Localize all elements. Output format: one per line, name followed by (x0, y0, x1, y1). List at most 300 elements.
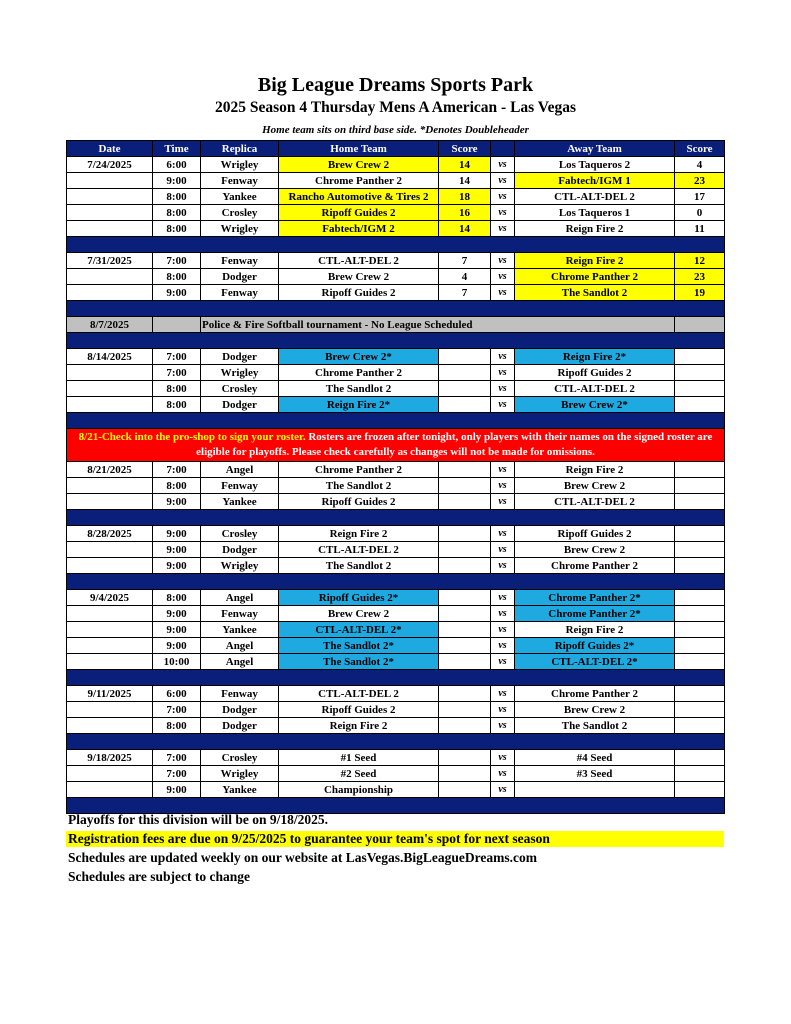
game-away-score (675, 494, 725, 510)
game-date: 9/11/2025 (67, 686, 153, 702)
separator-bar (67, 301, 725, 317)
game-field: Crosley (201, 381, 279, 397)
game-field: Yankee (201, 189, 279, 205)
game-row (67, 494, 725, 510)
game-date (67, 381, 153, 397)
game-time: 9:00 (153, 526, 201, 542)
game-home-score: 14 (439, 173, 491, 189)
game-home-team: Brew Crew 2 (279, 157, 439, 173)
game-home-score: 7 (439, 285, 491, 301)
game-away-team: Los Taqueros 2 (515, 157, 675, 173)
game-row (67, 478, 725, 494)
game-vs: vs (491, 349, 515, 365)
week-separator (67, 734, 725, 750)
game-away-team: CTL-ALT-DEL 2* (515, 654, 675, 670)
game-away-score: 11 (675, 221, 725, 237)
game-field: Fenway (201, 478, 279, 494)
game-away-score (675, 397, 725, 413)
game-field: Dodger (201, 542, 279, 558)
game-away-team: Ripoff Guides 2 (515, 526, 675, 542)
game-home-team: CTL-ALT-DEL 2 (279, 686, 439, 702)
game-field: Dodger (201, 269, 279, 285)
game-field: Crosley (201, 526, 279, 542)
game-date (67, 205, 153, 221)
game-vs: vs (491, 381, 515, 397)
game-away-score (675, 606, 725, 622)
game-away-team: Chrome Panther 2* (515, 590, 675, 606)
footer-disclaimer: Schedules are subject to change (68, 869, 250, 884)
game-time: 8:00 (153, 269, 201, 285)
game-vs: vs (491, 285, 515, 301)
game-time: 9:00 (153, 558, 201, 574)
game-date (67, 269, 153, 285)
game-away-score (675, 654, 725, 670)
game-vs: vs (491, 638, 515, 654)
footer-playoffs: Playoffs for this division will be on 9/18/2025. (68, 812, 329, 827)
game-row (67, 686, 725, 702)
game-field: Angel (201, 462, 279, 478)
game-away-team: Los Taqueros 1 (515, 205, 675, 221)
game-date (67, 702, 153, 718)
game-home-score: 14 (439, 157, 491, 173)
game-vs: vs (491, 189, 515, 205)
game-field: Fenway (201, 173, 279, 189)
game-away-team (515, 782, 675, 798)
game-home-score (439, 766, 491, 782)
no-games-row (67, 317, 725, 333)
game-away-score (675, 718, 725, 734)
game-away-score (675, 782, 725, 798)
game-field: Crosley (201, 205, 279, 221)
game-home-score: 14 (439, 221, 491, 237)
game-date (67, 542, 153, 558)
footer-registration: Registration fees are due on 9/25/2025 to guarantee your team's spot for next season (66, 831, 724, 847)
game-vs: vs (491, 558, 515, 574)
game-row (67, 253, 725, 269)
roster-alert-lead: 8/21-Check into the pro-shop to sign your roster. (78, 431, 306, 443)
game-date (67, 766, 153, 782)
game-vs: vs (491, 702, 515, 718)
game-away-score (675, 686, 725, 702)
week-separator (67, 413, 725, 429)
game-away-team: #3 Seed (515, 766, 675, 782)
game-home-score (439, 686, 491, 702)
game-vs: vs (491, 654, 515, 670)
game-away-team: Brew Crew 2 (515, 542, 675, 558)
game-home-score (439, 638, 491, 654)
game-home-team: Fabtech/IGM 2 (279, 221, 439, 237)
game-row (67, 654, 725, 670)
game-time: 7:00 (153, 702, 201, 718)
game-vs: vs (491, 542, 515, 558)
game-home-team: CTL-ALT-DEL 2 (279, 542, 439, 558)
game-time: 8:00 (153, 397, 201, 413)
game-row (67, 782, 725, 798)
game-row (67, 269, 725, 285)
game-away-score (675, 750, 725, 766)
game-away-team: CTL-ALT-DEL 2 (515, 189, 675, 205)
game-time: 9:00 (153, 638, 201, 654)
col-home-score: Score (439, 141, 491, 157)
game-vs: vs (491, 622, 515, 638)
page-note: Home team sits on third base side. *Denotes Doubleheader (262, 124, 529, 136)
game-away-score (675, 526, 725, 542)
game-home-score (439, 542, 491, 558)
game-date (67, 654, 153, 670)
game-row (67, 462, 725, 478)
game-date: 7/24/2025 (67, 157, 153, 173)
game-row (67, 285, 725, 301)
game-home-team: Chrome Panther 2 (279, 462, 439, 478)
game-home-team: CTL-ALT-DEL 2 (279, 253, 439, 269)
game-date: 9/4/2025 (67, 590, 153, 606)
game-time: 7:00 (153, 766, 201, 782)
game-field: Dodger (201, 349, 279, 365)
game-time: 8:00 (153, 478, 201, 494)
game-home-score (439, 654, 491, 670)
game-row (67, 365, 725, 381)
game-away-score: 0 (675, 205, 725, 221)
game-date (67, 494, 153, 510)
game-home-score (439, 397, 491, 413)
game-vs: vs (491, 478, 515, 494)
game-row (67, 173, 725, 189)
game-row (67, 397, 725, 413)
game-vs: vs (491, 782, 515, 798)
game-away-team: Chrome Panther 2 (515, 558, 675, 574)
game-home-score (439, 365, 491, 381)
game-away-score (675, 365, 725, 381)
game-row (67, 590, 725, 606)
game-away-team: Ripoff Guides 2 (515, 365, 675, 381)
game-field: Wrigley (201, 221, 279, 237)
game-away-score (675, 766, 725, 782)
game-field: Wrigley (201, 365, 279, 381)
game-date (67, 558, 153, 574)
game-vs: vs (491, 526, 515, 542)
game-field: Yankee (201, 622, 279, 638)
game-time: 9:00 (153, 285, 201, 301)
game-time: 9:00 (153, 622, 201, 638)
game-away-score (675, 638, 725, 654)
game-home-score (439, 782, 491, 798)
game-home-team: The Sandlot 2 (279, 558, 439, 574)
separator-bar (67, 413, 725, 429)
game-row (67, 766, 725, 782)
game-away-team: Fabtech/IGM 1 (515, 173, 675, 189)
game-home-score (439, 381, 491, 397)
game-field: Wrigley (201, 157, 279, 173)
game-home-team: Championship (279, 782, 439, 798)
week-separator (67, 510, 725, 526)
game-away-team: The Sandlot 2 (515, 718, 675, 734)
game-row (67, 718, 725, 734)
game-home-team: Chrome Panther 2 (279, 173, 439, 189)
game-home-team: The Sandlot 2 (279, 478, 439, 494)
game-field: Crosley (201, 750, 279, 766)
game-time: 9:00 (153, 606, 201, 622)
game-home-score: 16 (439, 205, 491, 221)
game-row (67, 189, 725, 205)
week-separator (67, 333, 725, 349)
game-time: 9:00 (153, 494, 201, 510)
game-away-team: Reign Fire 2 (515, 622, 675, 638)
game-home-score (439, 622, 491, 638)
game-time: 9:00 (153, 542, 201, 558)
game-home-team: Ripoff Guides 2* (279, 590, 439, 606)
roster-alert (67, 429, 725, 462)
game-row (67, 638, 725, 654)
game-date: 8/21/2025 (67, 462, 153, 478)
game-time: 7:00 (153, 349, 201, 365)
game-home-team: Reign Fire 2 (279, 526, 439, 542)
game-vs: vs (491, 397, 515, 413)
page-subtitle: 2025 Season 4 Thursday Mens A American - Las Vegas (214, 99, 576, 116)
game-home-team: Brew Crew 2 (279, 269, 439, 285)
game-away-team: #4 Seed (515, 750, 675, 766)
week-separator (67, 301, 725, 317)
game-vs: vs (491, 221, 515, 237)
game-field: Wrigley (201, 558, 279, 574)
game-date (67, 782, 153, 798)
game-time: 8:00 (153, 718, 201, 734)
col-away-team: Away Team (515, 141, 675, 157)
no-games-note: Police & Fire Softball tournament - No League Scheduled (201, 317, 675, 333)
game-time: 8:00 (153, 381, 201, 397)
footer-website: Schedules are updated weekly on our website at LasVegas.BigLeagueDreams.com (68, 850, 538, 865)
game-vs: vs (491, 205, 515, 221)
game-field: Yankee (201, 782, 279, 798)
game-home-team: #1 Seed (279, 750, 439, 766)
game-vs: vs (491, 462, 515, 478)
game-field: Fenway (201, 606, 279, 622)
game-away-score: 23 (675, 269, 725, 285)
game-home-score (439, 462, 491, 478)
game-time: 8:00 (153, 221, 201, 237)
game-vs: vs (491, 494, 515, 510)
game-field: Fenway (201, 285, 279, 301)
game-away-team: Reign Fire 2 (515, 221, 675, 237)
game-home-score: 4 (439, 269, 491, 285)
game-time: 7:00 (153, 253, 201, 269)
game-away-team: Reign Fire 2 (515, 253, 675, 269)
game-home-score (439, 478, 491, 494)
game-date (67, 173, 153, 189)
week-separator (67, 670, 725, 686)
game-home-score (439, 702, 491, 718)
game-home-team: The Sandlot 2 (279, 381, 439, 397)
game-date (67, 285, 153, 301)
game-away-team: Brew Crew 2 (515, 478, 675, 494)
game-time: 9:00 (153, 173, 201, 189)
game-vs: vs (491, 253, 515, 269)
game-time: 10:00 (153, 654, 201, 670)
game-date: 9/18/2025 (67, 750, 153, 766)
game-field: Fenway (201, 686, 279, 702)
game-home-team: Chrome Panther 2 (279, 365, 439, 381)
game-row (67, 526, 725, 542)
game-home-team: CTL-ALT-DEL 2* (279, 622, 439, 638)
game-home-score: 7 (439, 253, 491, 269)
game-time: 8:00 (153, 590, 201, 606)
game-vs: vs (491, 766, 515, 782)
game-away-score (675, 542, 725, 558)
schedule-table (66, 140, 725, 814)
game-home-score (439, 718, 491, 734)
game-date: 7/31/2025 (67, 253, 153, 269)
game-time: 7:00 (153, 750, 201, 766)
game-away-team: Chrome Panther 2 (515, 686, 675, 702)
game-field: Yankee (201, 494, 279, 510)
separator-bar (67, 670, 725, 686)
game-time: 6:00 (153, 686, 201, 702)
game-field: Dodger (201, 702, 279, 718)
game-home-score (439, 349, 491, 365)
game-away-score: 23 (675, 173, 725, 189)
game-away-team: Chrome Panther 2* (515, 606, 675, 622)
game-home-team: Brew Crew 2* (279, 349, 439, 365)
game-away-score: 19 (675, 285, 725, 301)
col-date: Date (67, 141, 153, 157)
game-home-score (439, 606, 491, 622)
game-away-team: CTL-ALT-DEL 2 (515, 494, 675, 510)
separator-bar (67, 333, 725, 349)
game-date (67, 622, 153, 638)
game-field: Angel (201, 590, 279, 606)
game-away-score (675, 462, 725, 478)
game-row (67, 622, 725, 638)
game-home-score (439, 494, 491, 510)
game-away-score (675, 558, 725, 574)
game-date (67, 397, 153, 413)
game-row (67, 221, 725, 237)
game-field: Fenway (201, 253, 279, 269)
roster-alert-row (67, 429, 725, 462)
page-title: Big League Dreams Sports Park (257, 74, 534, 96)
game-time: 7:00 (153, 462, 201, 478)
game-vs: vs (491, 718, 515, 734)
schedule-body (67, 157, 725, 814)
game-date: 8/28/2025 (67, 526, 153, 542)
separator-bar (67, 237, 725, 253)
week-separator (67, 574, 725, 590)
game-row (67, 157, 725, 173)
game-row (67, 558, 725, 574)
game-field: Dodger (201, 397, 279, 413)
col-home-team: Home Team (279, 141, 439, 157)
week-separator (67, 237, 725, 253)
game-home-team: Ripoff Guides 2 (279, 285, 439, 301)
game-field: Angel (201, 654, 279, 670)
game-away-team: Brew Crew 2* (515, 397, 675, 413)
col-replica: Replica (201, 141, 279, 157)
game-away-team: The Sandlot 2 (515, 285, 675, 301)
game-vs: vs (491, 173, 515, 189)
game-date (67, 606, 153, 622)
game-row (67, 542, 725, 558)
game-home-score: 18 (439, 189, 491, 205)
game-row (67, 750, 725, 766)
game-time: 6:00 (153, 157, 201, 173)
game-home-team: The Sandlot 2* (279, 654, 439, 670)
game-away-score: 12 (675, 253, 725, 269)
table-header (67, 141, 725, 157)
game-away-score (675, 317, 725, 333)
game-home-team: Brew Crew 2 (279, 606, 439, 622)
game-date (67, 189, 153, 205)
game-row (67, 606, 725, 622)
game-home-team: Ripoff Guides 2 (279, 205, 439, 221)
separator-bar (67, 734, 725, 750)
game-vs: vs (491, 157, 515, 173)
game-row (67, 349, 725, 365)
game-away-team: Ripoff Guides 2* (515, 638, 675, 654)
game-time: 8:00 (153, 205, 201, 221)
game-home-score (439, 590, 491, 606)
game-home-team: The Sandlot 2* (279, 638, 439, 654)
col-time: Time (153, 141, 201, 157)
game-field: Angel (201, 638, 279, 654)
game-away-score (675, 478, 725, 494)
game-vs: vs (491, 606, 515, 622)
game-home-team: #2 Seed (279, 766, 439, 782)
game-away-team: Reign Fire 2* (515, 349, 675, 365)
game-row (67, 702, 725, 718)
game-away-team: CTL-ALT-DEL 2 (515, 381, 675, 397)
game-date (67, 221, 153, 237)
game-away-score (675, 622, 725, 638)
game-date (67, 638, 153, 654)
game-field: Wrigley (201, 766, 279, 782)
game-date: 8/14/2025 (67, 349, 153, 365)
game-away-score (675, 702, 725, 718)
game-away-team: Brew Crew 2 (515, 702, 675, 718)
game-time (153, 317, 201, 333)
game-date: 8/7/2025 (67, 317, 153, 333)
game-home-team: Ripoff Guides 2 (279, 494, 439, 510)
game-time: 7:00 (153, 365, 201, 381)
game-date (67, 478, 153, 494)
game-home-score (439, 526, 491, 542)
game-away-team: Chrome Panther 2 (515, 269, 675, 285)
game-home-team: Reign Fire 2 (279, 718, 439, 734)
game-home-score (439, 750, 491, 766)
col-vs (491, 141, 515, 157)
roster-alert-text: Rosters are frozen after tonight, only players with their names on the signed roster are eligible for playoffs. Please check carefully as changes will not be made for omissions. (196, 431, 713, 458)
game-vs: vs (491, 590, 515, 606)
game-time: 8:00 (153, 189, 201, 205)
game-away-score (675, 349, 725, 365)
game-away-score: 17 (675, 189, 725, 205)
game-vs: vs (491, 750, 515, 766)
game-away-score (675, 381, 725, 397)
game-field: Dodger (201, 718, 279, 734)
game-row (67, 381, 725, 397)
col-away-score: Score (675, 141, 725, 157)
game-vs: vs (491, 365, 515, 381)
game-row (67, 205, 725, 221)
game-away-score (675, 590, 725, 606)
game-date (67, 365, 153, 381)
game-time: 9:00 (153, 782, 201, 798)
game-vs: vs (491, 269, 515, 285)
separator-bar (67, 510, 725, 526)
game-vs: vs (491, 686, 515, 702)
game-home-team: Ripoff Guides 2 (279, 702, 439, 718)
separator-bar (67, 574, 725, 590)
game-date (67, 718, 153, 734)
game-home-team: Reign Fire 2* (279, 397, 439, 413)
